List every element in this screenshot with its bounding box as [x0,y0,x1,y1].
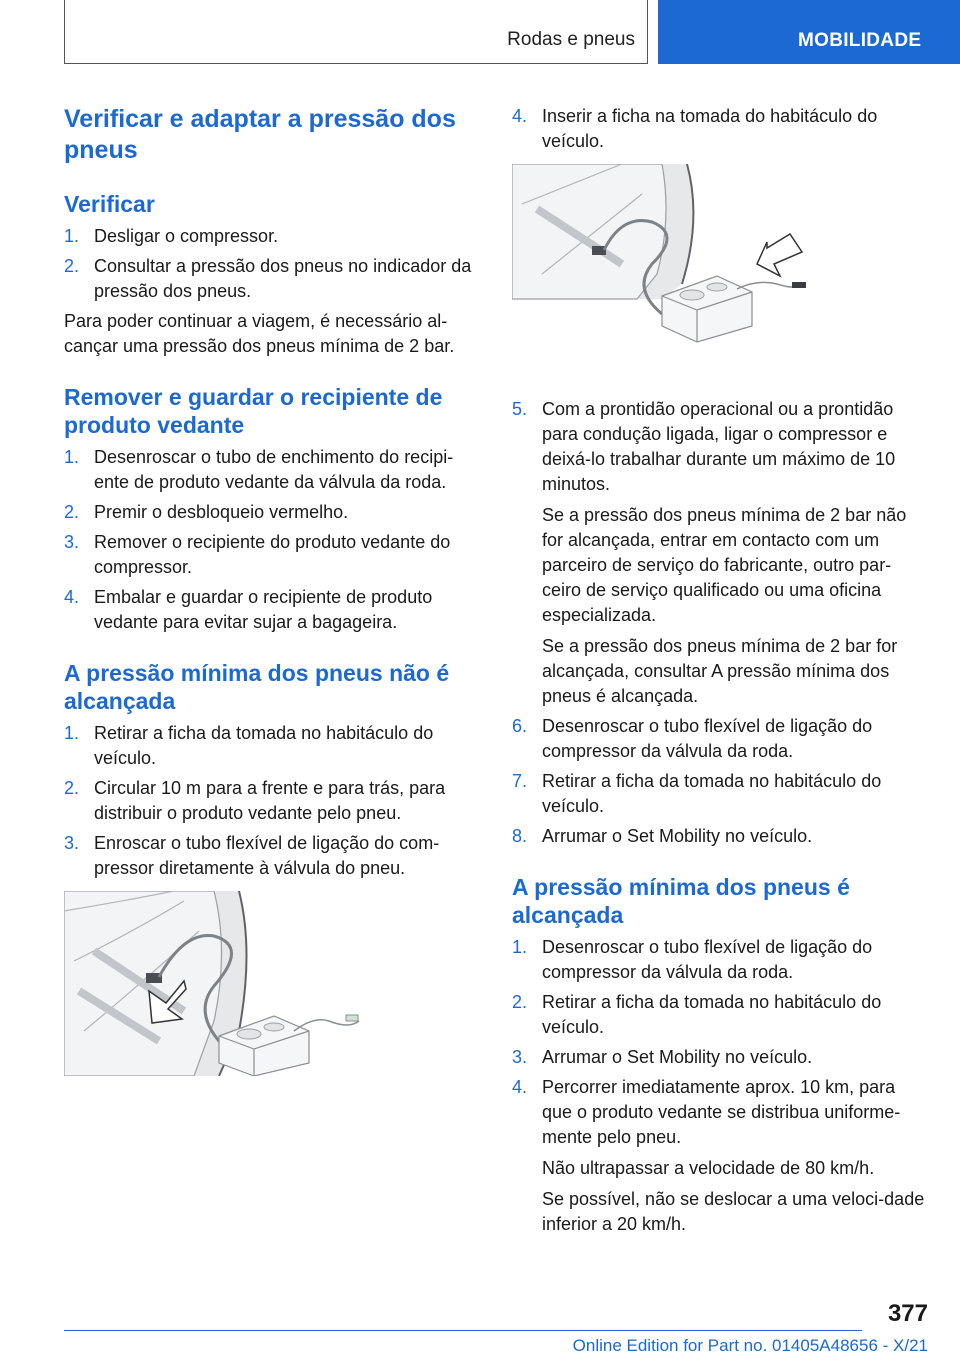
step-text: Remover o recipiente do produto vedante do compressor. [94,532,451,577]
step-note: Se a pressão dos pneus mínima de 2 bar for alcançada, consultar A pressão mínima dos pneus é alcançada. [542,636,898,706]
step-list [64,445,476,635]
list-item [64,500,476,525]
figure-power-socket [512,164,928,379]
step-list [512,104,928,154]
step-text: Desenroscar o tubo flexível de ligação do compressor da válvula da roda. [542,716,873,761]
left-column [64,100,476,1099]
list-item [64,445,476,495]
list-item [512,935,928,985]
list-item [512,1075,928,1237]
step-number: 4. [512,1077,528,1097]
header-chapter-tab [658,0,960,64]
section-alcancada [512,873,928,1237]
step-note: Se possível, não se deslocar a uma veloci-dade inferior a 20 km/h. [542,1189,925,1234]
step-text: Premir o desbloqueio vermelho. [94,502,349,522]
header-section-title: Rodas e pneus [507,29,635,50]
step-number: 4. [64,587,80,607]
paragraph: Para poder continuar a viagem, é necessário al-cançar uma pressão dos pneus mínima de 2 bar. [64,311,455,356]
list-item [512,104,928,154]
step-number: 7. [512,771,528,791]
step-text: Desligar o compressor. [94,226,279,246]
step-list [512,935,928,1237]
right-column [512,100,928,1242]
step-text: Embalar e guardar o recipiente de produto vedante para evitar sujar a bagageira. [94,587,433,632]
list-item [64,530,476,580]
step-number: 2. [64,778,80,798]
step-text: Retirar a ficha da tomada no habitáculo do veículo. [94,723,434,768]
step-note: Se a pressão dos pneus mínima de 2 bar não for alcançada, entrar em contacto com um parceiro de serviço do fabricante, outro par-ceiro de serviço qualificado ou uma oficina especializada. [542,505,907,625]
figure-compressor-valve [64,891,476,1081]
list-item [64,721,476,771]
step-number: 3. [64,532,80,552]
list-item [64,585,476,635]
step-number: 6. [512,716,528,736]
list-item [64,831,476,881]
step-number: 3. [512,1047,528,1067]
step-note: Não ultrapassar a velocidade de 80 km/h. [542,1158,875,1178]
step-text: Inserir a ficha na tomada do habitáculo do veículo. [542,106,878,151]
step-number: 1. [64,226,80,246]
step-text: Desenroscar o tubo flexível de ligação do compressor da válvula da roda. [542,937,873,982]
wheel-compressor-socket-illustration [512,164,812,374]
list-item [64,224,476,249]
footer-divider [64,1330,862,1331]
step-number: 2. [512,992,528,1012]
step-text: Desenroscar o tubo de enchimento do recipi-ente de produto vedante da válvula da roda. [94,447,454,492]
step-text: Arrumar o Set Mobility no veículo. [542,826,813,846]
step-text: Com a prontidão operacional ou a prontidão para condução ligada, ligar o compressor e deixá-lo trabalhar durante um máximo de 10 minutos. [542,399,896,494]
page-title: Verificar e adaptar a pressão dos pneus [64,105,456,164]
header-section-box [64,0,648,64]
list-item [512,769,928,819]
step-number: 2. [64,256,80,276]
step-text: Percorrer imediatamente aprox. 10 km, para que o produto vedante se distribua uniforme-mente pelo pneu. [542,1077,901,1147]
step-text: Retirar a ficha da tomada no habitáculo do veículo. [542,992,882,1037]
step-number: 1. [64,723,80,743]
wheel-compressor-illustration [64,891,364,1076]
step-text: Arrumar o Set Mobility no veículo. [542,1047,813,1067]
step-number: 8. [512,826,528,846]
footer-edition: Online Edition for Part no. 01405A48656 - X/21 [572,1336,928,1355]
list-item [512,1045,928,1070]
step-text: Enroscar o tubo flexível de ligação do com-pressor diretamente à válvula do pneu. [94,833,440,878]
section-title: A pressão mínima dos pneus não é alcançada [64,660,450,714]
step-list [512,397,928,849]
section-verificar [64,190,476,359]
step-number: 4. [512,106,528,126]
step-number: 3. [64,833,80,853]
list-item [512,714,928,764]
step-text: Consultar a pressão dos pneus no indicador da pressão dos pneus. [94,256,472,301]
step-number: 1. [64,447,80,467]
list-item [64,776,476,826]
section-title: Verificar [64,191,155,217]
step-text: Circular 10 m para a frente e para trás, para distribuir o produto vedante pelo pneu. [94,778,446,823]
section-title: Remover e guardar o recipiente de produto vedante [64,384,443,438]
step-text: Retirar a ficha da tomada no habitáculo do veículo. [542,771,882,816]
step-number: 2. [64,502,80,522]
list-item [512,824,928,849]
list-item [512,990,928,1040]
header-chapter-label: MOBILIDADE [798,30,922,51]
list-item [512,397,928,709]
step-number: 1. [512,937,528,957]
step-number: 5. [512,399,528,419]
section-remover [64,383,476,635]
section-title: A pressão mínima dos pneus é alcançada [512,874,850,928]
section-nao-alcancada [64,659,476,1081]
list-item [64,254,476,304]
step-list [64,224,476,304]
page-number: 377 [887,1300,928,1327]
step-list [64,721,476,881]
